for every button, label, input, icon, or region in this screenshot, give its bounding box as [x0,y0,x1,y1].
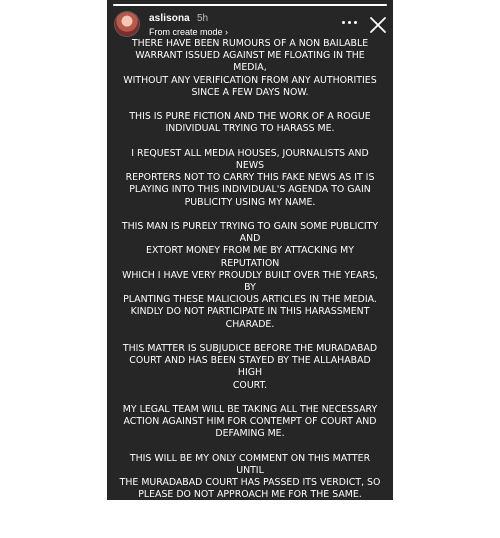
story-text [119,38,381,538]
story-paragraph: THIS MATTER IS SUBJUDICE BEFORE THE MURADABAD COURT AND HAS BEEN STAYED BY THE ALLAHABAD HIGH COURT. [122,343,378,391]
profile-avatar[interactable] [115,12,139,36]
story-paragraph: THERE HAVE BEEN RUMOURS OF A NON BAILABLE WARRANT ISSUED AGAINST ME FLOATING IN THE MEDIA, WITHOUT ANY VERIFICATION FROM ANY AUTHORITIES SINCE A FEW DAYS NOW. [123,38,377,98]
story-paragraph: THIS MAN IS PURELY TRYING TO GAIN SOME PUBLICITY AND EXTORT MONEY FROM ME BY ATTACKING MY REPUTATION WHICH I HAVE VERY PROUDLY BUILT OVER THE YEARS, BY PLANTING THESE MALICIOUS ARTICLES IN THE MEDIA. KINDLY DO NOT PARTICIPATE IN THIS HARASSMENT CHARADE. [121,221,379,330]
story-paragraph: I REQUEST ALL MEDIA HOUSES, JOURNALISTS AND NEWS REPORTERS NOT TO CARRY THIS FAKE NEWS AS IT IS PLAYING INTO THIS INDIVIDUAL'S AGENDA TO GAIN PUBLICITY USING MY NAME. [125,147,375,208]
post-time: 5h [197,13,209,24]
story-paragraph: MY LEGAL TEAM WILL BE TAKING ALL THE NECESSARY ACTION AGAINST HIM FOR CONTEMPT OF COURT AND DEFAMING ME. [122,404,378,440]
story-paragraph: THIS WILL BE MY ONLY COMMENT ON THIS MATTER UNTIL THE MURADABAD COURT HAS PASSED ITS VERDICT, SO PLEASE DO NOT APPROACH ME FOR THE SAME. [119,452,381,501]
more-horizontal-icon[interactable] [339,16,359,28]
story-paragraph: THIS IS PURE FICTION AND THE WORK OF A ROGUE INDIVIDUAL TRYING TO HARASS ME. [129,111,371,135]
story-paragraph: I AM HOME AND I CAN ASSURE YOU THERE ARE NO WARRANTS ISSUED AGAINST ME. [129,513,371,538]
username-link[interactable]: aslisona [149,13,190,24]
story-progress-bar [113,4,387,6]
story-progress-fill [113,4,387,6]
story-header [107,8,393,42]
create-mode-link[interactable]: From create mode › [149,27,229,37]
story-viewer [107,0,393,538]
close-icon[interactable] [369,16,387,34]
